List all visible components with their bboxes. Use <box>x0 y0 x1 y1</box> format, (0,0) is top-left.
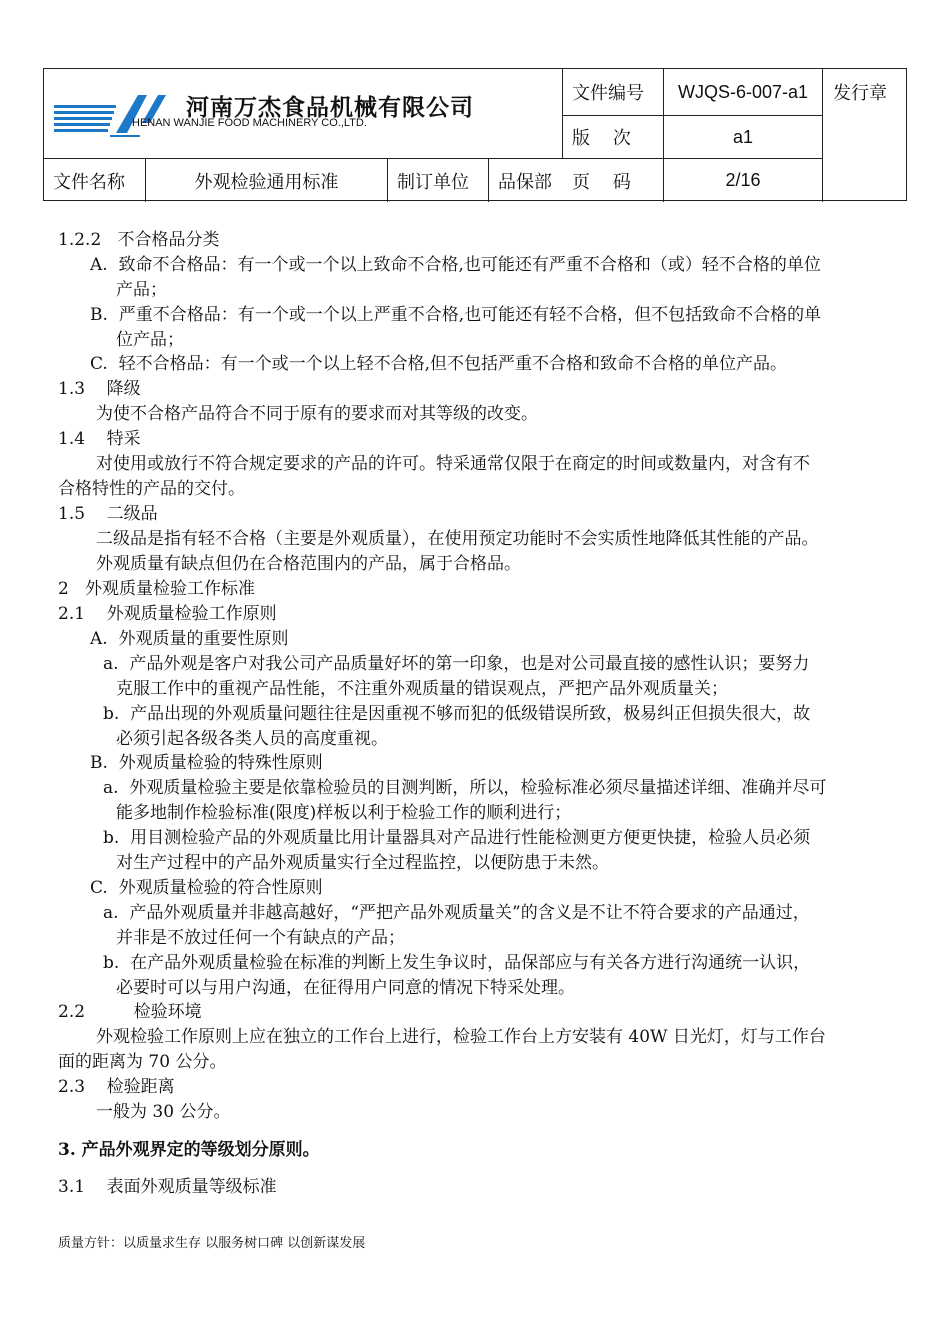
doc-no-label: 文件编号 <box>572 83 644 104</box>
company-name-en: HENAN WANJIE FOOD MACHINERY CO.,LTD. <box>132 117 367 129</box>
version-label: 版 次 <box>572 128 631 149</box>
section-heading: 2 外观质量检验工作标准 <box>58 579 256 599</box>
sub-heading: A. 外观质量的重要性原则 <box>90 629 289 649</box>
version-value: a1 <box>732 126 754 147</box>
dept-label: 制订单位 <box>397 171 469 193</box>
grid-line <box>387 158 388 202</box>
text-line: b. 在产品外观质量检验在标准的判断上发生争议时，品保部应与有关各方进行沟通统一认识， <box>103 953 811 973</box>
text-line: 对使用或放行不符合规定要求的产品的许可。特采通常仅限于在商定的时间或数量内，对含有不 <box>96 454 810 474</box>
text-line: 外观检验工作原则上应在独立的工作台上进行，检验工作台上方安装有 40W 日光灯，灯与工作台 <box>96 1027 826 1047</box>
text-line: 为使不合格产品符合不同于原有的要求而对其等级的改变。 <box>96 404 538 424</box>
text-line: 二级品是指有轻不合格（主要是外观质量），在使用预定功能时不会实质性地降低其性能的产品。 <box>96 529 819 549</box>
section-heading: 1.4 特采 <box>58 429 141 449</box>
text-line: 一般为 30 公分。 <box>96 1102 231 1122</box>
document-header-table <box>43 68 907 201</box>
section-heading: 2.2 检验环境 <box>58 1002 202 1022</box>
doc-name-label: 文件名称 <box>53 171 125 193</box>
text-line: 外观质量有缺点但仍在合格范围内的产品，属于合格品。 <box>96 554 521 574</box>
text-line: a. 产品外观是客户对我公司产品质量好坏的第一印象，也是对公司最直接的感性认识；要努力 <box>103 654 810 674</box>
dept-value: 品保部 <box>498 171 552 193</box>
sub-heading: B. 外观质量检验的特殊性原则 <box>90 753 323 773</box>
doc-name-value: 外观检验通用标准 <box>194 171 339 193</box>
grid-line <box>822 69 823 202</box>
text-line: 产品； <box>116 280 167 300</box>
section-heading: 3.1 表面外观质量等级标准 <box>58 1177 277 1197</box>
text-line: A. 致命不合格品：有一个或一个以上致命不合格,也可能还有严重不合格和（或）轻不合格的单位 <box>90 255 821 275</box>
company-logo <box>54 83 172 141</box>
sub-heading: C. 外观质量检验的符合性原则 <box>90 878 323 898</box>
text-line: 位产品； <box>116 330 184 350</box>
seal-label: 发行章 <box>833 83 887 104</box>
section-heading: 1.5 二级品 <box>58 504 158 524</box>
text-line: a. 产品外观质量并非越高越好，“严把产品外观质量关”的含义是不让不符合要求的产品通过， <box>103 903 810 923</box>
quality-policy-footer: 质量方针：以质量求生存 以服务树口碑 以创新谋发展 <box>58 1236 366 1251</box>
text-line: b. 用目测检验产品的外观质量比用计量器具对产品进行性能检测更方便更快捷，检验人员必须 <box>103 828 811 848</box>
text-line: 面的距离为 70 公分。 <box>58 1052 227 1072</box>
text-line: 对生产过程中的产品外观质量实行全过程监控，以便防患于未然。 <box>116 853 609 873</box>
text-line: b. 产品出现的外观质量问题往往是因重视不够而犯的低级错误所致，极易纠正但损失很大，故 <box>103 704 811 724</box>
chapter-heading: 3. 产品外观界定的等级划分原则。 <box>58 1140 320 1160</box>
text-line: a. 外观质量检验主要是依靠检验员的目测判断，所以，检验标准必须尽量描述详细、准确并尽可 <box>103 778 827 798</box>
text-line: 必要时可以与用户沟通，在征得用户同意的情况下特采处理。 <box>116 978 575 998</box>
company-name-cn: 河南万杰食品机械有限公司 <box>186 95 474 121</box>
section-heading: 1.3 降级 <box>58 379 141 399</box>
grid-line <box>488 158 489 202</box>
page-label: 页 码 <box>572 171 631 193</box>
text-line: B. 严重不合格品：有一个或一个以上严重不合格,也可能还有轻不合格，但不包括致命不合格的单 <box>90 305 822 325</box>
text-line: 必须引起各级各类人员的高度重视。 <box>116 729 388 749</box>
section-heading: 2.3 检验距离 <box>58 1077 175 1097</box>
text-line: 能多地制作检验标准(限度)样板以利于检验工作的顺利进行； <box>116 803 572 823</box>
section-heading: 1.2.2 不合格品分类 <box>58 230 220 250</box>
grid-line <box>562 69 563 158</box>
text-line: 合格特性的产品的交付。 <box>58 479 245 499</box>
text-line: 克服工作中的重视产品性能，不注重外观质量的错误观点，严把产品外观质量关； <box>116 679 728 699</box>
section-heading: 2.1 外观质量检验工作原则 <box>58 604 277 624</box>
doc-no-value: WJQS-6-007-a1 <box>677 81 809 102</box>
text-line: C. 轻不合格品：有一个或一个以上轻不合格,但不包括严重不合格和致命不合格的单位产品。 <box>90 354 788 374</box>
page-value: 2/16 <box>725 170 761 190</box>
text-line: 并非是不放过任何一个有缺点的产品； <box>116 928 405 948</box>
